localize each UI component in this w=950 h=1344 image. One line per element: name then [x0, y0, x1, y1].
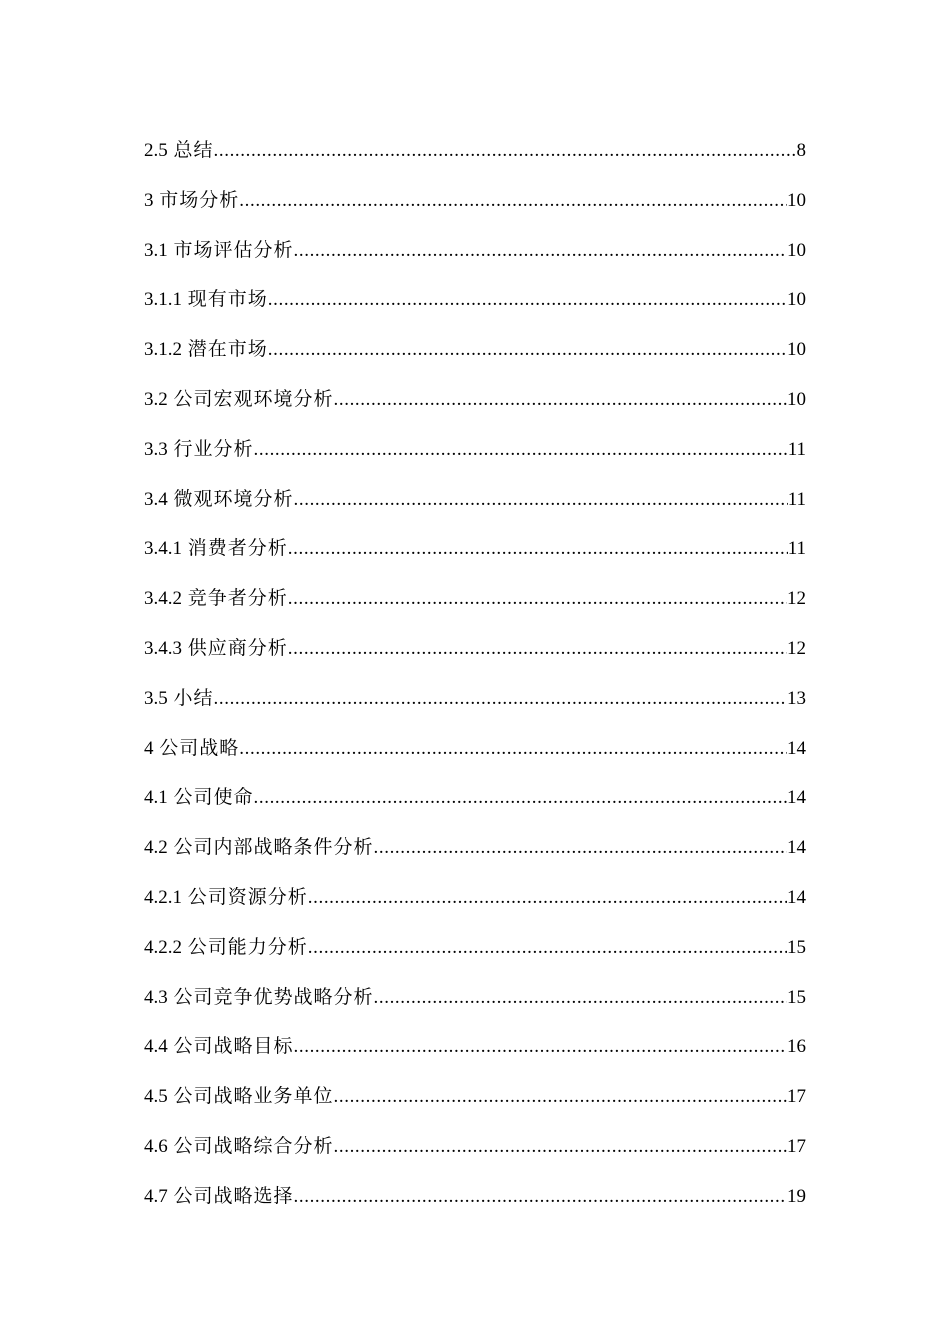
toc-entry-page: 19	[787, 1185, 806, 1207]
toc-entry-title: 公司竞争优势战略分析	[173, 986, 374, 1008]
toc-entry[interactable]	[144, 1132, 806, 1182]
toc-entry-label	[144, 385, 334, 415]
toc-entry-title: 总结	[173, 140, 214, 161]
dot-leader	[214, 684, 787, 714]
toc-entry-number: 4.3	[144, 986, 168, 1008]
dot-leader	[254, 435, 788, 465]
toc-entry-title: 公司战略选择	[173, 1185, 294, 1207]
toc-entry[interactable]	[144, 584, 806, 634]
toc-entry-label	[144, 485, 294, 515]
toc-entry[interactable]	[144, 435, 806, 485]
toc-entry-title: 竞争者分析	[187, 588, 288, 610]
toc-entry-title: 公司资源分析	[187, 886, 308, 908]
toc-entry-title: 公司能力分析	[187, 936, 308, 958]
toc-entry-title: 行业分析	[173, 438, 254, 460]
toc-entry[interactable]	[144, 1032, 806, 1082]
toc-entry-number: 3.4.2	[144, 588, 182, 610]
toc-entry-page: 15	[787, 936, 806, 958]
toc-entry-page: 12	[787, 637, 806, 659]
dot-leader	[239, 186, 787, 216]
toc-entry-label	[144, 684, 214, 714]
toc-entry[interactable]	[144, 285, 806, 335]
toc-entry-page: 13	[787, 687, 806, 709]
toc-entry-label	[144, 783, 254, 813]
toc-entry-number: 3.4.3	[144, 637, 182, 659]
toc-entry[interactable]	[144, 684, 806, 734]
dot-leader	[294, 1032, 787, 1062]
toc-entry[interactable]	[144, 734, 806, 784]
toc-entry-number: 4.6	[144, 1135, 168, 1157]
toc-entry-label	[144, 1082, 334, 1112]
toc-entry-page: 17	[787, 1135, 806, 1157]
toc-entry-page: 14	[787, 886, 806, 908]
toc-entry-number: 4.2	[144, 837, 168, 859]
toc-entry-title: 微观环境分析	[173, 488, 294, 510]
toc-entry-page: 17	[787, 1086, 806, 1108]
toc-entry-number: 3.1.2	[144, 339, 182, 361]
toc-entry-page: 11	[787, 488, 806, 510]
toc-entry[interactable]	[144, 534, 806, 584]
toc-entry-number: 3.5	[144, 687, 168, 709]
toc-entry-label	[144, 833, 374, 863]
toc-entry-title: 小结	[173, 687, 214, 709]
toc-entry-page: 10	[787, 239, 806, 261]
dot-leader	[288, 634, 787, 664]
toc-entry-label	[144, 883, 308, 913]
toc-entry-label	[144, 186, 239, 216]
toc-entry-label	[144, 933, 308, 963]
toc-entry-page: 14	[787, 787, 806, 809]
dot-leader	[294, 1182, 787, 1212]
toc-entry-number: 2.5	[144, 140, 168, 161]
toc-entry[interactable]	[144, 783, 806, 833]
toc-entry-title: 公司战略目标	[173, 1036, 294, 1058]
toc-entry-title: 现有市场	[187, 289, 268, 311]
toc-entry-page: 15	[787, 986, 806, 1008]
toc-entry[interactable]	[144, 385, 806, 435]
toc-entry[interactable]	[144, 485, 806, 535]
toc-entry[interactable]	[144, 236, 806, 286]
dot-leader	[308, 883, 787, 913]
toc-entry-title: 公司战略综合分析	[173, 1135, 334, 1157]
toc-entry-label	[144, 1032, 294, 1062]
toc-entry-title: 供应商分析	[187, 637, 288, 659]
toc-entry[interactable]	[144, 833, 806, 883]
toc-entry[interactable]	[144, 933, 806, 983]
dot-leader	[214, 136, 797, 166]
toc-entry-title: 公司战略	[159, 737, 240, 759]
toc-entry-page: 11	[787, 538, 806, 560]
dot-leader	[288, 534, 788, 564]
toc-entry-number: 4.2.1	[144, 886, 182, 908]
toc-entry-number: 3.1.1	[144, 289, 182, 311]
toc-entry[interactable]	[144, 883, 806, 933]
toc-entry-number: 3.2	[144, 388, 168, 410]
toc-entry-label	[144, 236, 294, 266]
dot-leader	[294, 236, 787, 266]
toc-entry-page: 16	[787, 1036, 806, 1058]
dot-leader	[254, 783, 787, 813]
table-of-contents	[144, 136, 806, 1232]
dot-leader	[308, 933, 787, 963]
dot-leader	[268, 335, 787, 365]
toc-entry-title: 消费者分析	[187, 538, 288, 560]
toc-entry-page: 12	[787, 588, 806, 610]
toc-entry-label	[144, 584, 288, 614]
toc-entry-title: 公司宏观环境分析	[173, 388, 334, 410]
toc-entry-title: 市场评估分析	[173, 239, 294, 261]
toc-entry[interactable]	[144, 136, 806, 186]
toc-entry-number: 3	[144, 189, 154, 211]
toc-entry-number: 4.5	[144, 1086, 168, 1108]
toc-entry-page: 10	[787, 339, 806, 361]
toc-entry-number: 3.4	[144, 488, 168, 510]
toc-entry-number: 4.7	[144, 1185, 168, 1207]
dot-leader	[374, 983, 787, 1013]
toc-entry-page: 8	[796, 140, 806, 161]
toc-entry[interactable]	[144, 1082, 806, 1132]
toc-entry-page: 10	[787, 189, 806, 211]
toc-entry-number: 4.2.2	[144, 936, 182, 958]
toc-entry-page: 14	[787, 737, 806, 759]
dot-leader	[294, 485, 788, 515]
toc-entry[interactable]	[144, 983, 806, 1033]
toc-entry-page: 10	[787, 388, 806, 410]
dot-leader	[334, 1082, 787, 1112]
toc-entry-label	[144, 136, 214, 166]
toc-entry-page: 10	[787, 289, 806, 311]
dot-leader	[288, 584, 787, 614]
toc-entry-number: 4.4	[144, 1036, 168, 1058]
toc-entry-number: 3.4.1	[144, 538, 182, 560]
toc-entry[interactable]	[144, 186, 806, 236]
toc-entry-label	[144, 335, 268, 365]
toc-entry-label	[144, 734, 239, 764]
toc-entry-label	[144, 983, 374, 1013]
dot-leader	[239, 734, 787, 764]
toc-entry-label	[144, 435, 254, 465]
toc-entry-label	[144, 285, 268, 315]
toc-entry-number: 4	[144, 737, 154, 759]
dot-leader	[268, 285, 787, 315]
toc-entry-title: 潜在市场	[187, 339, 268, 361]
toc-entry-title: 公司内部战略条件分析	[173, 837, 374, 859]
toc-entry-title: 市场分析	[159, 189, 240, 211]
toc-entry-number: 4.1	[144, 787, 168, 809]
toc-entry[interactable]	[144, 634, 806, 684]
dot-leader	[334, 1132, 787, 1162]
toc-entry-number: 3.3	[144, 438, 168, 460]
toc-entry-label	[144, 1182, 294, 1212]
toc-entry[interactable]	[144, 1182, 806, 1232]
dot-leader	[374, 833, 787, 863]
toc-entry-label	[144, 534, 288, 564]
toc-entry-page: 14	[787, 837, 806, 859]
toc-entry[interactable]	[144, 335, 806, 385]
toc-entry-title: 公司战略业务单位	[173, 1086, 334, 1108]
toc-entry-label	[144, 1132, 334, 1162]
toc-entry-number: 3.1	[144, 239, 168, 261]
toc-entry-title: 公司使命	[173, 787, 254, 809]
toc-entry-label	[144, 634, 288, 664]
dot-leader	[334, 385, 787, 415]
toc-entry-page: 11	[787, 438, 806, 460]
